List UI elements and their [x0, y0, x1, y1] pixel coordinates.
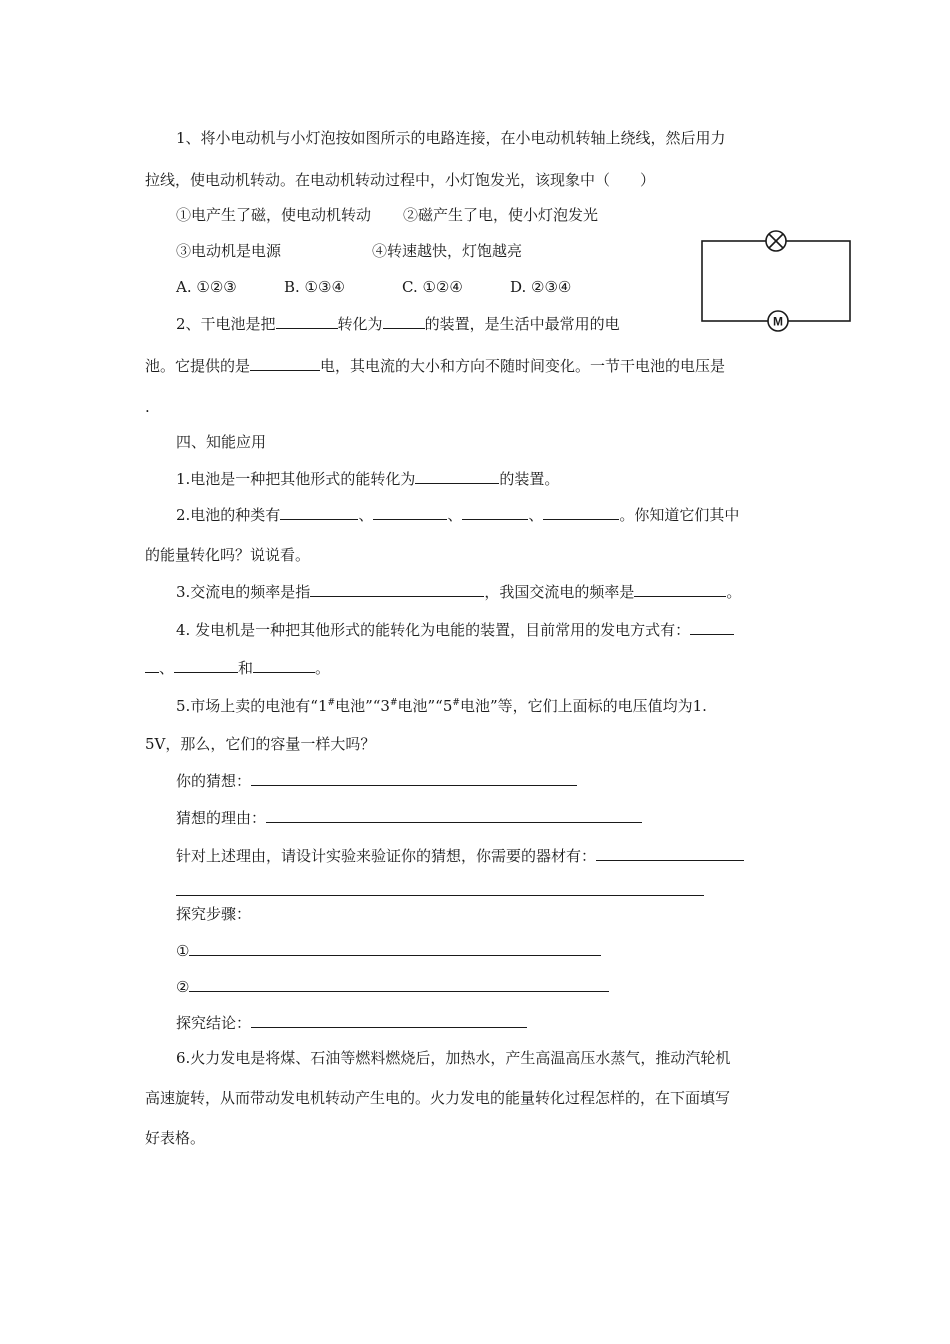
- blank[interactable]: [250, 355, 320, 371]
- blank[interactable]: [543, 504, 619, 520]
- q1-statement-2: ②磁产生了电，使小灯泡发光: [403, 206, 599, 224]
- equipment-row-2: [176, 880, 704, 901]
- q2-line1: 2、干电池是把 转化为 的装置，是生活中最常用的电: [176, 315, 620, 333]
- conclusion-row: 探究结论：: [176, 1012, 527, 1033]
- circuit-wire: [702, 241, 850, 321]
- app-q4-line2: 、 和 。: [145, 657, 330, 678]
- equipment-field[interactable]: [596, 845, 744, 861]
- reason-field[interactable]: [266, 807, 642, 823]
- app-q5-line2: 5V，那么，它们的容量一样大吗？: [145, 735, 376, 753]
- q1-line1: 1、将小电动机与小灯泡按如图所示的电路连接，在小电动机转轴上绕线，然后用力: [176, 129, 726, 147]
- step-2-row: ②: [176, 976, 609, 997]
- option-a: A. ①②③: [176, 278, 237, 296]
- blank[interactable]: [145, 657, 159, 673]
- section-heading: 四、知能应用: [176, 433, 267, 451]
- q1-statement-1: ①电产生了磁，使电动机转动: [176, 206, 372, 224]
- q1-statement-3: ③电动机是电源: [176, 242, 282, 260]
- option-d: D. ②③④: [510, 278, 572, 296]
- q2-line3: .: [145, 398, 150, 416]
- app-q6-line1: 6.火力发电是将煤、石油等燃料燃烧后，加热水，产生高温高压水蒸气，推动汽轮机: [176, 1049, 731, 1067]
- app-q5-line1: 5.市场上卖的电池有“1#电池”“3#电池”“5#电池”等，它们上面标的电压值均为1.: [176, 697, 707, 715]
- conclusion-field[interactable]: [251, 1012, 527, 1028]
- blank[interactable]: [415, 468, 499, 484]
- motor-icon: [768, 311, 788, 331]
- q1-statement-4: ④转速越快，灯饱越亮: [372, 242, 523, 260]
- app-q2-line1: 2.电池的种类有 、 、 、 。你知道它们其中: [176, 506, 740, 524]
- app-q2-line2: 的能量转化吗？说说看。: [145, 546, 311, 564]
- app-q6-line3: 好表格。: [145, 1129, 206, 1147]
- circuit-diagram: [700, 228, 852, 332]
- blank[interactable]: [462, 504, 528, 520]
- guess-field[interactable]: [251, 770, 577, 786]
- blank[interactable]: [634, 581, 726, 597]
- blank[interactable]: [373, 504, 447, 520]
- equipment-field-2[interactable]: [176, 880, 704, 896]
- app-q6-line2: 高速旋转，从而带动发电机转动产生电的。火力发电的能量转化过程怎样的，在下面填写: [145, 1089, 731, 1107]
- steps-label: 探究步骤：: [176, 905, 252, 923]
- blank[interactable]: [174, 657, 238, 673]
- lamp-icon: [766, 231, 786, 251]
- blank[interactable]: [690, 619, 734, 635]
- app-q3: 3.交流电的频率是指 ，我国交流电的频率是 。: [176, 583, 742, 601]
- motor-label: M: [773, 314, 783, 329]
- step-1-field[interactable]: [189, 940, 601, 956]
- reason-row: 猜想的理由：: [176, 807, 642, 828]
- q1-options: [176, 277, 571, 297]
- blank[interactable]: [310, 581, 484, 597]
- q2-line2: 池。它提供的是 电，其电流的大小和方向不随时间变化。一节干电池的电压是: [145, 357, 726, 375]
- step-2-field[interactable]: [189, 976, 609, 992]
- blank[interactable]: [280, 504, 358, 520]
- blank[interactable]: [383, 313, 425, 329]
- app-q4-line1: 4. 发电机是一种把其他形式的能转化为电能的装置，目前常用的发电方式有：: [176, 619, 734, 640]
- option-c: C. ①②④: [402, 278, 463, 296]
- blank[interactable]: [276, 313, 338, 329]
- guess-row: 你的猜想：: [176, 770, 577, 791]
- q1-line2: 拉线，使电动机转动。在电动机转动过程中，小灯饱发光，该现象中（ ）: [145, 171, 656, 189]
- equipment-row: 针对上述理由，请设计实验来验证你的猜想，你需要的器材有：: [176, 845, 744, 866]
- app-q1: 1.电池是一种把其他形式的能转化为 的装置。: [176, 470, 560, 488]
- blank[interactable]: [253, 657, 315, 673]
- option-b: B. ①③④: [284, 278, 345, 296]
- step-1-row: ①: [176, 940, 601, 961]
